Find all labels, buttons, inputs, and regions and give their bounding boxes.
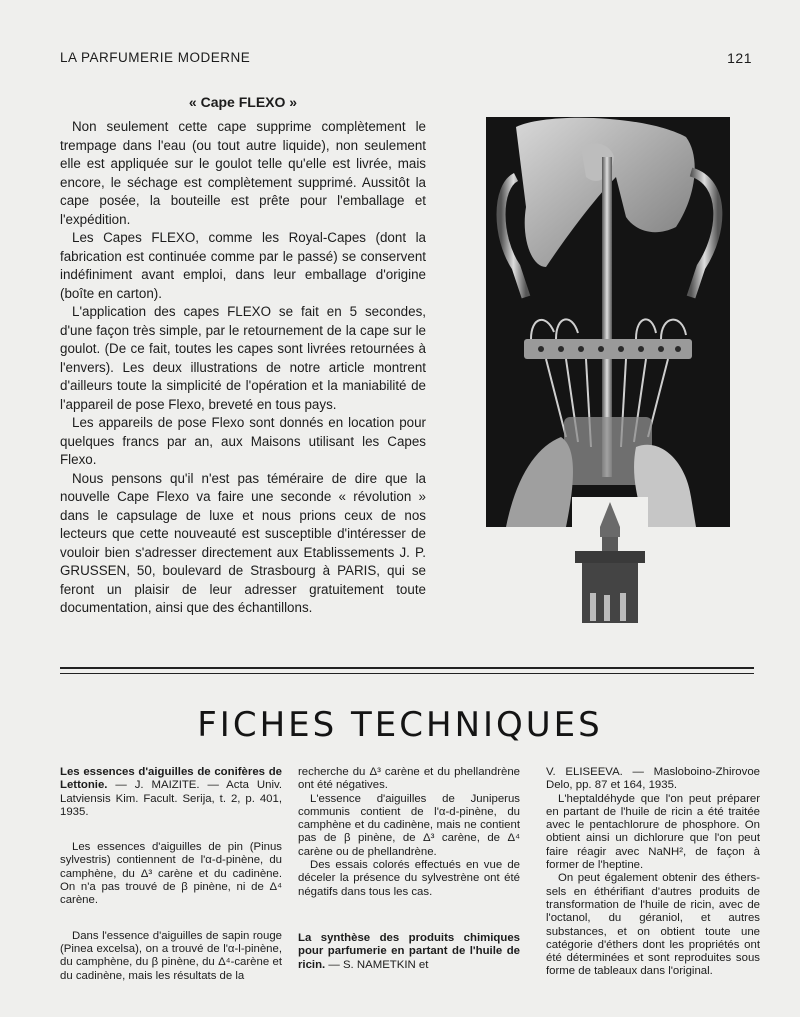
fiche-paragraph: recherche du Δ³ carène et du phellandrène ont été négatives. bbox=[298, 766, 520, 792]
fiche-column-2 bbox=[298, 766, 520, 972]
fiche-entry-title: Les essences d'aiguilles de conifères de Lettonie. bbox=[60, 766, 282, 792]
fiche-entry-header bbox=[298, 932, 520, 972]
fiche-column-1 bbox=[60, 766, 282, 983]
fiche-entry-header bbox=[60, 766, 282, 819]
fiche-paragraph: Dans l'essence d'aiguilles de sapin rouge (Pinea excelsa), on a trouvé de l'α-l-pinène, du camphène, du β pinène, du Δ⁴-carène et du cadinène, mais les résultats de la bbox=[60, 929, 282, 982]
fiche-paragraph: Des essais colorés effectués en vue de déceler la présence du sylvestrène ont été négatifs dans tous les cas. bbox=[298, 859, 520, 898]
journal-title: LA PARFUMERIE MODERNE bbox=[60, 50, 251, 65]
fiche-paragraph: On peut également obtenir des éthers-sels en éthérifiant d'autres produits de transformation de l'huile de ricin, avec de l'octanol, du géraniol, et autres substances, et on obtient toute une catégorie d'éthers dont les propriétés ont été déterminées et sont reproduites sous forme de tableaux dans l'original. bbox=[546, 872, 760, 978]
page-number: 121 bbox=[727, 50, 752, 66]
fiche-column-3 bbox=[546, 766, 760, 979]
fiche-paragraph: V. ELISEEVA. — Masloboino-Zhirovoe Delo, pp. 87 et 164, 1935. bbox=[546, 766, 760, 792]
cap-illustration bbox=[572, 497, 648, 631]
fiche-entry-title: La synthèse des produits chimiques pour parfumerie en partant de l'huile de ricin. bbox=[298, 931, 520, 971]
capping-device-photo bbox=[486, 117, 730, 527]
fiche-entry-reference: — J. MAIZITE. — Acta Univ. Latviensis Kim. Facult. Serija, t. 2, p. 401, 1935. bbox=[60, 779, 282, 818]
article-paragraph: Les appareils de pose Flexo sont donnés en location pour quelques francs par an, aux Maisons utilisant les Capes Flexo. bbox=[60, 415, 426, 467]
article-paragraph: Nous pensons qu'il n'est pas téméraire de dire que la nouvelle Cape Flexo va faire une seconde « révolution » dans le capsulage de luxe et nous prions ceux de nos lecteurs que cette nouveauté est susceptible d'intéresser de vouloir bien s'adresser directement aux Etablissements J. P. GRUSSEN, 50, boulevard de Strasbourg à PARIS, qui se feront un plaisir de leur adresser gratuitement toute documentation, ainsi que des échantillons. bbox=[60, 470, 426, 615]
fiche-entry-reference: — S. NAMETKIN et bbox=[325, 958, 429, 971]
article-title: « Cape FLEXO » bbox=[188, 94, 298, 110]
fiche-paragraph: L'essence d'aiguilles de Juniperus communis contient de l'α-d-pinène, du camphène et du cadinène, mais ne contient pas de β pinène, de Δ³ carène, de Δ⁴ carène ou de phellandrène. bbox=[298, 792, 520, 858]
section-divider-thin bbox=[60, 673, 754, 674]
article-body bbox=[60, 118, 426, 618]
fiche-paragraph: L'heptaldéhyde que l'on peut préparer en partant de l'huile de ricin a été traitée avec le pentachlorure de phosphore. On obtient ainsi un dichlorure que l'on peut faire réagir avec NaNH², de façon à former de l'heptine. bbox=[546, 792, 760, 872]
section-divider bbox=[60, 667, 754, 669]
article-paragraph: L'application des capes FLEXO se fait en 5 secondes, d'une façon très simple, par le retournement de la cape sur le goulot. (De ce fait, toutes les capes sont livrées retournées à l'envers). Les deux illustrations de notre article montrent d'ailleurs toute la simplicité de l'opération et la maniabilité de l'appareil de pose Flexo, breveté en tous pays. bbox=[60, 304, 426, 412]
article-paragraph: Non seulement cette cape supprime complètement le trempage dans l'eau (ou tout autre liquide), non seulement elle est appliquée sur le goulot telle qu'elle est livrée, mais encore, le séchage est complètement supprimé. Aussitôt la cape posée, la bouteille est prête pour l'emballage et l'expédition. bbox=[60, 119, 426, 227]
section-title: FICHES TECHNIQUES bbox=[197, 705, 603, 745]
fiche-paragraph: Les essences d'aiguilles de pin (Pinus sylvestris) contiennent de l'α-d-pinène, du camphène, du Δ³ carène et du cadinène. On n'a pas trouvé de β pinène, ni de Δ⁴ carène. bbox=[60, 841, 282, 907]
article-paragraph: Les Capes FLEXO, comme les Royal-Capes (dont la fabrication est continuée comme par le passé) se conservent indéfiniment avant emploi, dans leur emballage d'origine (boîte en carton). bbox=[60, 230, 426, 301]
